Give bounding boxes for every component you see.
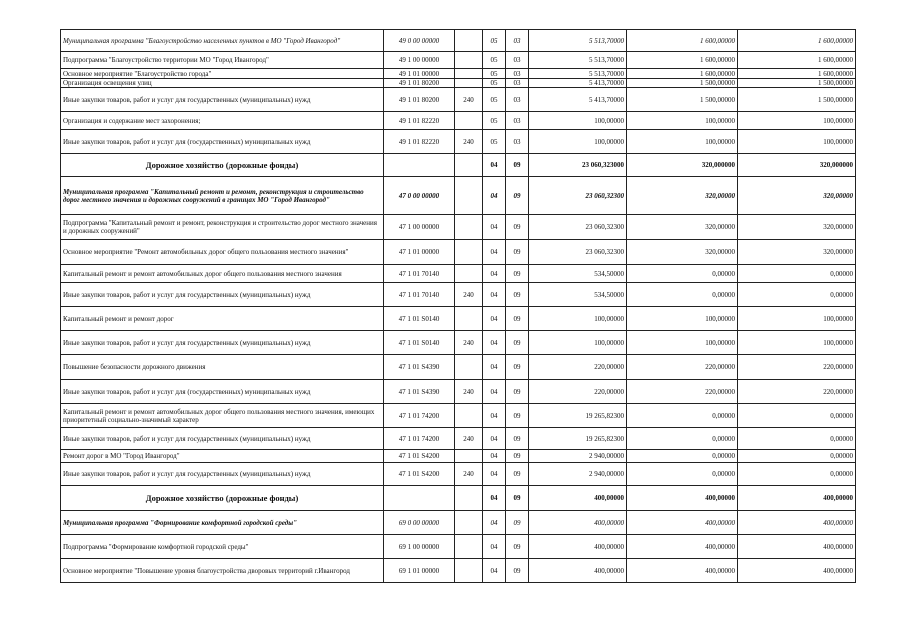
row-name-cell: Дорожное хозяйство (дорожные фонды)	[61, 154, 384, 177]
row-name-cell: Муниципальная программа "Благоустройство населенных пунктов в МО "Город Ивангород"	[61, 30, 384, 52]
budget-code-cell: 47 1 01 S4390	[384, 380, 455, 404]
section-cell: 05	[483, 30, 506, 52]
row-name-cell: Муниципальная программа "Капитальный ремонт и ремонт, реконструкция и строительство дорог местного значения и дорожных сооружений в границах МО "Город Ивангород"	[61, 177, 384, 215]
subsection-cell: 03	[506, 79, 529, 88]
amount-year2-cell: 320,00000	[627, 215, 738, 240]
expense-type-cell	[455, 486, 483, 511]
budget-code-cell: 47 1 01 74200	[384, 428, 455, 450]
amount-year1-cell: 534,50000	[529, 265, 627, 283]
amount-year1-cell: 5 513,70000	[529, 69, 627, 79]
row-name-cell: Иные закупки товаров, работ и услуг для государственных (муниципальных) нужд	[61, 463, 384, 486]
budget-code-cell: 69 1 00 00000	[384, 535, 455, 559]
subsection-cell: 09	[506, 240, 529, 265]
table-row	[61, 154, 856, 177]
budget-code-cell: 47 0 00 00000	[384, 177, 455, 215]
section-cell: 04	[483, 404, 506, 428]
table-row	[61, 283, 856, 307]
table-row	[61, 112, 856, 130]
table-row	[61, 355, 856, 380]
expense-type-cell: 240	[455, 380, 483, 404]
amount-year3-cell: 320,000000	[738, 154, 856, 177]
amount-year1-cell: 220,00000	[529, 355, 627, 380]
subsection-cell: 09	[506, 463, 529, 486]
expense-type-cell	[455, 177, 483, 215]
expense-type-cell	[455, 52, 483, 69]
amount-year2-cell: 0,00000	[627, 404, 738, 428]
section-cell: 05	[483, 88, 506, 112]
table-row	[61, 52, 856, 69]
row-name-cell: Подпрограмма "Капитальный ремонт и ремонт, реконструкция и строительство дорог местного значения и дорожных сооружений"	[61, 215, 384, 240]
amount-year1-cell: 5 513,70000	[529, 30, 627, 52]
amount-year2-cell: 0,00000	[627, 450, 738, 463]
section-cell: 04	[483, 307, 506, 331]
budget-code-cell: 47 1 01 S4200	[384, 450, 455, 463]
row-name-cell: Иные закупки товаров, работ и услуг для государственных (муниципальных) нужд	[61, 331, 384, 355]
row-name-cell: Иные закупки товаров, работ и услуг для (государственных) муниципальных нужд	[61, 380, 384, 404]
amount-year1-cell: 2 940,00000	[529, 450, 627, 463]
amount-year2-cell: 400,00000	[627, 535, 738, 559]
budget-code-cell: 49 0 00 00000	[384, 30, 455, 52]
expense-type-cell	[455, 265, 483, 283]
section-cell: 04	[483, 463, 506, 486]
expense-type-cell: 240	[455, 283, 483, 307]
section-cell: 04	[483, 511, 506, 535]
amount-year2-cell: 320,00000	[627, 177, 738, 215]
amount-year3-cell: 100,00000	[738, 331, 856, 355]
budget-code-cell: 47 1 01 S0140	[384, 307, 455, 331]
budget-code-cell: 47 1 01 S4390	[384, 355, 455, 380]
subsection-cell: 03	[506, 130, 529, 154]
subsection-cell: 09	[506, 380, 529, 404]
amount-year2-cell: 0,00000	[627, 428, 738, 450]
row-name-cell: Иные закупки товаров, работ и услуг для государственных (муниципальных) нужд	[61, 88, 384, 112]
subsection-cell: 09	[506, 486, 529, 511]
expense-type-cell	[455, 240, 483, 265]
table-row	[61, 215, 856, 240]
table-row	[61, 240, 856, 265]
amount-year1-cell: 400,00000	[529, 559, 627, 583]
amount-year2-cell: 320,00000	[627, 240, 738, 265]
row-name-cell: Подпрограмма "Формирование комфортной городской среды"	[61, 535, 384, 559]
section-cell: 04	[483, 355, 506, 380]
amount-year1-cell: 400,00000	[529, 535, 627, 559]
budget-code-cell	[384, 154, 455, 177]
expense-type-cell	[455, 355, 483, 380]
budget-code-cell: 47 1 01 70140	[384, 283, 455, 307]
row-name-cell: Организация освещения улиц	[61, 79, 384, 88]
table-row	[61, 535, 856, 559]
amount-year2-cell: 320,000000	[627, 154, 738, 177]
amount-year3-cell: 0,00000	[738, 428, 856, 450]
section-cell: 05	[483, 112, 506, 130]
row-name-cell: Повышение безопасности дорожного движения	[61, 355, 384, 380]
row-name-cell: Ремонт дорог в МО "Город Ивангород"	[61, 450, 384, 463]
amount-year3-cell: 100,00000	[738, 130, 856, 154]
section-cell: 04	[483, 331, 506, 355]
table-row	[61, 486, 856, 511]
amount-year3-cell: 220,00000	[738, 380, 856, 404]
subsection-cell: 03	[506, 88, 529, 112]
amount-year2-cell: 1 500,00000	[627, 88, 738, 112]
table-row	[61, 463, 856, 486]
section-cell: 04	[483, 428, 506, 450]
table-row	[61, 265, 856, 283]
expense-type-cell	[455, 535, 483, 559]
subsection-cell: 09	[506, 215, 529, 240]
section-cell: 04	[483, 265, 506, 283]
section-cell: 04	[483, 215, 506, 240]
budget-code-cell: 69 0 00 00000	[384, 511, 455, 535]
table-row	[61, 177, 856, 215]
row-name-cell: Организация и содержание мест захоронения;	[61, 112, 384, 130]
table-row	[61, 559, 856, 583]
amount-year2-cell: 1 500,00000	[627, 79, 738, 88]
amount-year1-cell: 100,00000	[529, 307, 627, 331]
amount-year1-cell: 23 060,32300	[529, 177, 627, 215]
amount-year2-cell: 0,00000	[627, 463, 738, 486]
amount-year3-cell: 400,00000	[738, 511, 856, 535]
amount-year2-cell: 1 600,00000	[627, 69, 738, 79]
amount-year2-cell: 100,00000	[627, 130, 738, 154]
amount-year3-cell: 0,00000	[738, 463, 856, 486]
section-cell: 04	[483, 283, 506, 307]
amount-year3-cell: 320,00000	[738, 240, 856, 265]
amount-year3-cell: 0,00000	[738, 265, 856, 283]
expense-type-cell: 240	[455, 331, 483, 355]
expense-type-cell: 240	[455, 428, 483, 450]
amount-year1-cell: 534,50000	[529, 283, 627, 307]
row-name-cell: Основное мероприятие "Благоустройство города"	[61, 69, 384, 79]
amount-year1-cell: 19 265,82300	[529, 404, 627, 428]
row-name-cell: Основное мероприятие "Повышение уровня благоустройства дворовых территорий г.Ивангород	[61, 559, 384, 583]
amount-year3-cell: 1 500,00000	[738, 79, 856, 88]
expense-type-cell: 240	[455, 88, 483, 112]
amount-year1-cell: 400,00000	[529, 511, 627, 535]
section-cell: 04	[483, 559, 506, 583]
table-row	[61, 428, 856, 450]
amount-year1-cell: 23 060,323000	[529, 154, 627, 177]
amount-year2-cell: 100,00000	[627, 331, 738, 355]
expense-type-cell	[455, 307, 483, 331]
amount-year2-cell: 1 600,00000	[627, 30, 738, 52]
subsection-cell: 03	[506, 30, 529, 52]
amount-year2-cell: 400,00000	[627, 559, 738, 583]
amount-year1-cell: 100,00000	[529, 130, 627, 154]
budget-code-cell: 47 1 01 S4200	[384, 463, 455, 486]
subsection-cell: 09	[506, 404, 529, 428]
row-name-cell: Основное мероприятие "Ремонт автомобильных дорог общего пользования местного значения"	[61, 240, 384, 265]
table-body	[61, 30, 856, 583]
expense-type-cell	[455, 511, 483, 535]
subsection-cell: 09	[506, 283, 529, 307]
budget-code-cell: 49 1 01 80200	[384, 88, 455, 112]
amount-year3-cell: 0,00000	[738, 283, 856, 307]
amount-year3-cell: 100,00000	[738, 112, 856, 130]
subsection-cell: 09	[506, 559, 529, 583]
amount-year2-cell: 0,00000	[627, 265, 738, 283]
subsection-cell: 09	[506, 307, 529, 331]
amount-year3-cell: 1 600,00000	[738, 30, 856, 52]
amount-year1-cell: 5 413,70000	[529, 88, 627, 112]
amount-year2-cell: 0,00000	[627, 283, 738, 307]
subsection-cell: 09	[506, 355, 529, 380]
section-cell: 04	[483, 450, 506, 463]
amount-year1-cell: 100,00000	[529, 331, 627, 355]
expense-type-cell	[455, 30, 483, 52]
amount-year2-cell: 100,00000	[627, 307, 738, 331]
budget-code-cell: 69 1 01 00000	[384, 559, 455, 583]
expense-type-cell	[455, 404, 483, 428]
section-cell: 04	[483, 154, 506, 177]
table-row	[61, 130, 856, 154]
subsection-cell: 09	[506, 154, 529, 177]
subsection-cell: 03	[506, 112, 529, 130]
expense-type-cell	[455, 112, 483, 130]
section-cell: 04	[483, 380, 506, 404]
budget-code-cell: 47 1 01 00000	[384, 240, 455, 265]
amount-year3-cell: 400,00000	[738, 535, 856, 559]
amount-year3-cell: 220,00000	[738, 355, 856, 380]
table-row	[61, 69, 856, 79]
amount-year2-cell: 220,00000	[627, 380, 738, 404]
amount-year2-cell: 400,00000	[627, 486, 738, 511]
amount-year3-cell: 400,00000	[738, 559, 856, 583]
budget-code-cell: 47 1 01 74200	[384, 404, 455, 428]
expense-type-cell	[455, 450, 483, 463]
section-cell: 04	[483, 240, 506, 265]
amount-year3-cell: 320,00000	[738, 215, 856, 240]
section-cell: 05	[483, 52, 506, 69]
budget-code-cell: 49 1 01 82220	[384, 130, 455, 154]
amount-year3-cell: 0,00000	[738, 404, 856, 428]
subsection-cell: 09	[506, 428, 529, 450]
table-row	[61, 450, 856, 463]
subsection-cell: 09	[506, 535, 529, 559]
expense-type-cell	[455, 154, 483, 177]
expense-type-cell	[455, 215, 483, 240]
amount-year1-cell: 400,00000	[529, 486, 627, 511]
budget-code-cell: 47 1 01 70140	[384, 265, 455, 283]
subsection-cell: 09	[506, 511, 529, 535]
amount-year1-cell: 5 513,70000	[529, 52, 627, 69]
row-name-cell: Капитальный ремонт и ремонт автомобильных дорог общего пользования местного значения	[61, 265, 384, 283]
row-name-cell: Иные закупки товаров, работ и услуг для (государственных) муниципальных нужд	[61, 130, 384, 154]
expense-type-cell: 240	[455, 130, 483, 154]
table-row	[61, 88, 856, 112]
row-name-cell: Подпрограмма "Благоустройство территории МО "Город Ивангород"	[61, 52, 384, 69]
amount-year2-cell: 100,00000	[627, 112, 738, 130]
amount-year2-cell: 400,00000	[627, 511, 738, 535]
budget-code-cell: 49 1 01 82220	[384, 112, 455, 130]
amount-year3-cell: 100,00000	[738, 307, 856, 331]
section-cell: 05	[483, 130, 506, 154]
subsection-cell: 09	[506, 331, 529, 355]
amount-year1-cell: 23 060,32300	[529, 240, 627, 265]
amount-year3-cell: 400,00000	[738, 486, 856, 511]
budget-code-cell	[384, 486, 455, 511]
budget-table	[60, 29, 856, 583]
amount-year3-cell: 1 600,00000	[738, 69, 856, 79]
table-row	[61, 79, 856, 88]
row-name-cell: Капитальный ремонт и ремонт дорог	[61, 307, 384, 331]
amount-year1-cell: 19 265,82300	[529, 428, 627, 450]
amount-year2-cell: 220,00000	[627, 355, 738, 380]
budget-code-cell: 49 1 01 80200	[384, 79, 455, 88]
expense-type-cell: 240	[455, 463, 483, 486]
table-row	[61, 404, 856, 428]
table-row	[61, 30, 856, 52]
subsection-cell: 09	[506, 177, 529, 215]
subsection-cell: 03	[506, 69, 529, 79]
subsection-cell: 09	[506, 265, 529, 283]
section-cell: 04	[483, 486, 506, 511]
amount-year3-cell: 320,00000	[738, 177, 856, 215]
budget-code-cell: 47 1 00 00000	[384, 215, 455, 240]
row-name-cell: Иные закупки товаров, работ и услуг для государственных (муниципальных) нужд	[61, 283, 384, 307]
section-cell: 04	[483, 535, 506, 559]
amount-year3-cell: 0,00000	[738, 450, 856, 463]
amount-year1-cell: 23 060,32300	[529, 215, 627, 240]
section-cell: 05	[483, 79, 506, 88]
row-name-cell: Капитальный ремонт и ремонт автомобильных дорог общего пользования местного значения, имеющих приоритетный социально-значимый характер	[61, 404, 384, 428]
row-name-cell: Иные закупки товаров, работ и услуг для государственных (муниципальных) нужд	[61, 428, 384, 450]
expense-type-cell	[455, 79, 483, 88]
amount-year1-cell: 5 413,70000	[529, 79, 627, 88]
amount-year1-cell: 220,00000	[529, 380, 627, 404]
amount-year1-cell: 100,00000	[529, 112, 627, 130]
budget-code-cell: 49 1 00 00000	[384, 52, 455, 69]
budget-code-cell: 49 1 01 00000	[384, 69, 455, 79]
table-row	[61, 380, 856, 404]
section-cell: 05	[483, 69, 506, 79]
subsection-cell: 03	[506, 52, 529, 69]
section-cell: 04	[483, 177, 506, 215]
table-row	[61, 307, 856, 331]
expense-type-cell	[455, 69, 483, 79]
expense-type-cell	[455, 559, 483, 583]
budget-code-cell: 47 1 01 S0140	[384, 331, 455, 355]
amount-year3-cell: 1 600,00000	[738, 52, 856, 69]
subsection-cell: 09	[506, 450, 529, 463]
row-name-cell: Дорожное хозяйство (дорожные фонды)	[61, 486, 384, 511]
amount-year1-cell: 2 940,00000	[529, 463, 627, 486]
amount-year2-cell: 1 600,00000	[627, 52, 738, 69]
table-row	[61, 331, 856, 355]
table-row	[61, 511, 856, 535]
amount-year3-cell: 1 500,00000	[738, 88, 856, 112]
row-name-cell: Муниципальная программа "Формирование комфортной городской среды"	[61, 511, 384, 535]
